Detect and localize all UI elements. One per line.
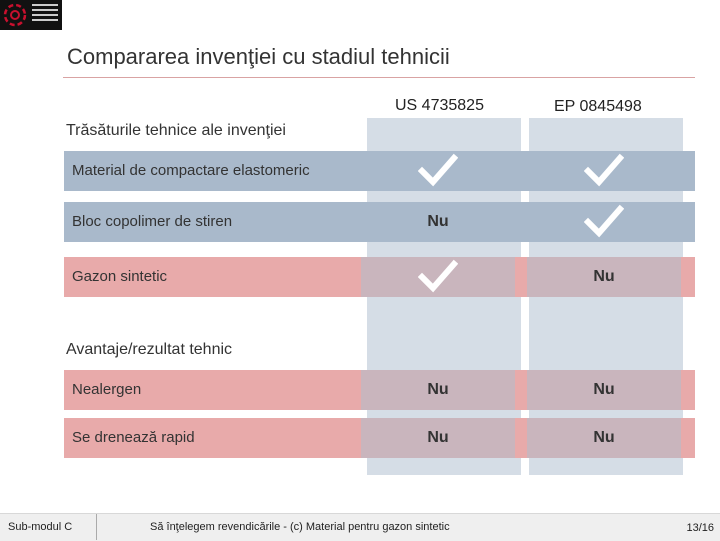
table-row <box>64 257 695 297</box>
page-number: 13/16 <box>686 522 714 534</box>
cell-us <box>361 151 515 191</box>
cell-ep <box>527 257 681 297</box>
title-divider <box>63 77 695 78</box>
row-label: Bloc copolimer de stiren <box>72 213 233 230</box>
cell-value: Nu <box>593 429 615 446</box>
footer <box>0 513 720 541</box>
page-title: Compararea invenţiei cu stadiul tehnicii <box>67 44 450 69</box>
checkmark-icon <box>584 204 624 240</box>
logo-text-lines <box>32 4 58 24</box>
checkmark-icon <box>584 153 624 189</box>
epo-logo <box>0 0 62 30</box>
row-label: Gazon sintetic <box>72 268 168 285</box>
cell-value: Nu <box>427 213 449 230</box>
column-header-ep: EP 0845498 <box>554 98 642 115</box>
table-row <box>64 202 695 242</box>
table-row <box>64 418 695 458</box>
section-title-advantages: Avantaje/rezultat tehnic <box>66 341 233 358</box>
cell-ep <box>527 151 681 191</box>
footer-module: Sub-modul C <box>8 521 73 533</box>
cell-us <box>361 370 515 410</box>
section-title-features: Trăsăturile tehnice ale invenţiei <box>66 122 286 139</box>
row-label: Material de compactare elastomeric <box>72 162 310 179</box>
footer-caption: Să înţelegem revendicările - (c) Material pentru gazon sintetic <box>150 521 450 533</box>
cell-us <box>361 257 515 297</box>
cell-value: Nu <box>427 381 449 398</box>
checkmark-icon <box>418 153 458 189</box>
cell-us <box>361 418 515 458</box>
table-row <box>64 370 695 410</box>
epo-logo-icon <box>3 3 27 27</box>
column-header-us: US 4735825 <box>395 97 484 114</box>
cell-ep <box>527 418 681 458</box>
cell-us <box>361 202 515 242</box>
row-label: Se drenează rapid <box>72 429 195 446</box>
cell-ep <box>527 202 681 242</box>
cell-ep <box>527 370 681 410</box>
checkmark-icon <box>418 259 458 295</box>
row-label: Nealergen <box>72 381 142 398</box>
cell-value: Nu <box>427 429 449 446</box>
footer-module-box <box>0 514 97 540</box>
cell-value: Nu <box>593 381 615 398</box>
table-row <box>64 151 695 191</box>
cell-value: Nu <box>593 268 615 285</box>
